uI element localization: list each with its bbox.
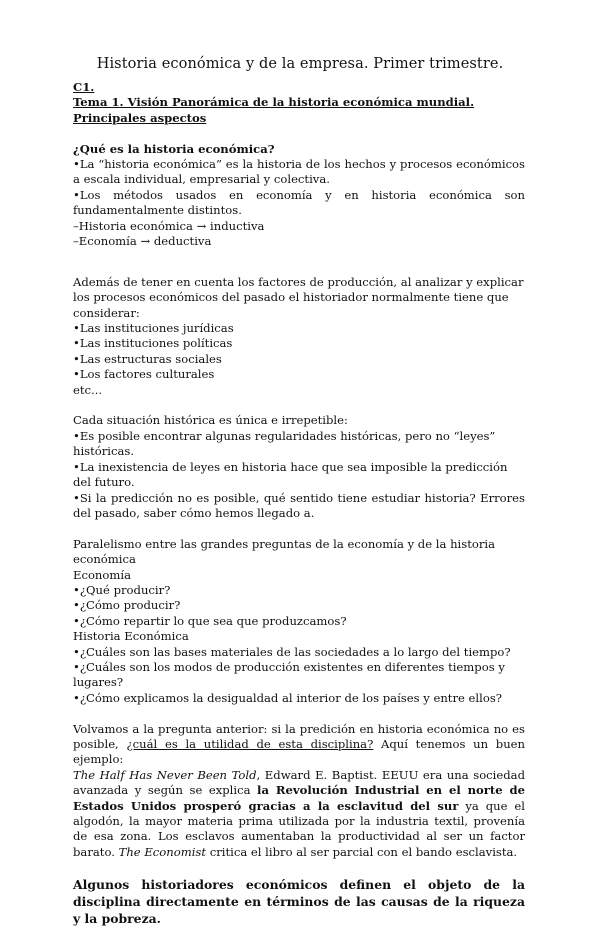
closing-statement: Algunos historiadores económicos definen el objeto de la disciplina directamente en términos de las causas de la riqueza y la pobreza. [73,876,525,926]
list-item: •¿Cómo explicamos la desigualdad al interior de los países y entre ellos? [73,690,502,705]
list-item: •¿Qué producir? [73,582,171,597]
page-title: Historia económica y de la empresa. Primer trimestre. [96,56,504,72]
paragraph: The Half Has Never Been Told, Edward E. Baptist. EEUU era una sociedad avanzada y según se explica la Revolución Industrial en el norte de Estados Unidos prosperó gracias a la esclavitud del sur ya que el algodón, la mayor materia prima utilizada por la industria textil, provenía de esa zona. Los esclavos aumentaban la productividad al ser un factor barato. The Economist critica el libro al ser parcial con el bando esclavista. [73,767,525,859]
list-item: •¿Cómo producir? [73,598,181,613]
list-item: •¿Cuáles son los modos de producción existentes en diferentes tiempos y lugares? [73,659,505,690]
list-item: •Si la predicción no es posible, qué sentido tiene estudiar historia? Errores del pasado, saber cómo hemos llegado a. [73,490,525,520]
list-item: •Las instituciones políticas [73,336,233,351]
list-item: –Economía → deductiva [73,234,212,249]
list-item: etc... [73,382,103,397]
list-item: •Es posible encontrar algunas regularidades históricas, pero no “leyes” históricas. [73,428,496,459]
list-item: •Las estructuras sociales [73,351,222,366]
document-body [73,80,525,927]
underlined-question: ¿cuál es la utilidad de esta disciplina? [126,736,374,751]
list-item: –Historia económica → inductiva [73,218,265,233]
section-heading: ¿Qué es la historia económica? [73,141,275,156]
subheading: Economía [73,567,131,582]
paragraph: •La “historia económica” es la historia de los hechos y procesos económicos a escala individual, empresarial y colectiva. [73,157,525,187]
list-item: •¿Cuáles son las bases materiales de las sociedades a lo largo del tiempo? [73,644,511,659]
list-item: •¿Cómo repartir lo que sea que produzcamos? [73,613,347,628]
book-title: The Half Has Never Been Told [73,767,257,782]
class-label: C1. [73,80,95,94]
subheading: Historia Económica [73,629,189,644]
list-item: •La inexistencia de leyes en historia hace que sea imposible la predicción del futuro. [73,459,508,490]
list-item: •Los factores culturales [73,367,215,382]
list-item: •Las instituciones jurídicas [73,321,234,336]
topic-heading: Tema 1. Visión Panorámica de la historia económica mundial. Principales aspectos [73,95,475,125]
paragraph: Además de tener en cuenta los factores de producción, al analizar y explicar los procesos económicos del pasado el historiador normalmente tiene que considerar: [73,274,524,320]
bold-statement: la Revolución Industrial en el norte de Estados Unidos prosperó gracias a la esclavitud del sur [73,783,525,813]
paragraph: Cada situación histórica es única e irrepetible: [73,413,348,428]
magazine-title: The Economist [118,844,207,859]
paragraph: •Los métodos usados en economía y en historia económica son fundamentalmente distintos. [73,187,525,218]
paragraph: Volvamos a la pregunta anterior: si la predición en historia económica no es posible, ¿cuál es la utilidad de esta disciplina? Aquí tenemos un buen ejemplo: [73,721,526,767]
paragraph: Paralelismo entre las grandes preguntas de la economía y de la historia económica [73,536,496,567]
